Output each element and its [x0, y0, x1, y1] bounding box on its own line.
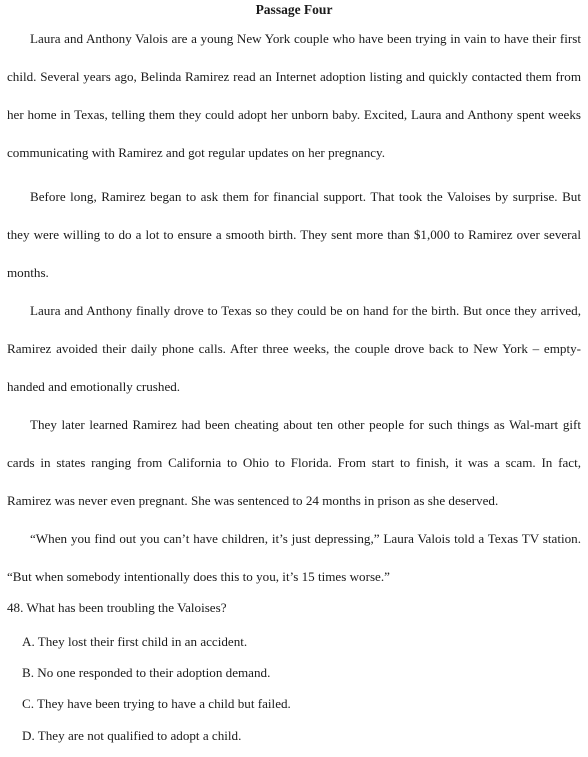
option-b[interactable]: B. No one responded to their adoption demand.: [22, 665, 271, 680]
paragraph-1: [7, 20, 581, 172]
paragraph-1-text: Laura and Anthony Valois are a young New York couple who have been trying in vain to have their first child. Several years ago, Belinda Ramirez read an Internet adoption listing and quickly contacted them from her home in Texas, telling them they could adopt her unborn baby. Excited, Laura and Anthony spent weeks communicating with Ramirez and got regular updates on her pregnancy.: [7, 31, 581, 160]
option-d[interactable]: D. They are not qualified to adopt a child.: [22, 728, 242, 743]
passage-title: Passage Four: [255, 2, 333, 17]
paragraph-3-text: Laura and Anthony finally drove to Texas so they could be on hand for the birth. But once they arrived, Ramirez avoided their daily phone calls. After three weeks, the couple drove back to New York – empty-handed and emotionally crushed.: [7, 303, 581, 394]
paragraph-4: [7, 406, 581, 520]
question-stem: 48. What has been troubling the Valoises?: [7, 600, 227, 615]
paragraph-3: [7, 292, 581, 406]
option-a[interactable]: A. They lost their first child in an accident.: [22, 634, 248, 649]
paragraph-5-text: “When you find out you can’t have children, it’s just depressing,” Laura Valois told a Texas TV station. “But when somebody intentionally does this to you, it’s 15 times worse.”: [7, 531, 581, 584]
paragraph-2-text: Before long, Ramirez began to ask them for financial support. That took the Valoises by surprise. But they were willing to do a lot to ensure a smooth birth. They sent more than $1,000 to Ramirez over several months.: [7, 189, 581, 280]
paragraph-2: [7, 178, 581, 292]
option-c[interactable]: C. They have been trying to have a child but failed.: [22, 696, 291, 711]
paragraph-4-text: They later learned Ramirez had been cheating about ten other people for such things as Wal-mart gift cards in states ranging from California to Ohio to Florida. From start to finish, it was a scam. In fact, Ramirez was never even pregnant. She was sentenced to 24 months in prison as she deserved.: [7, 417, 581, 508]
paragraph-5: [7, 520, 581, 596]
